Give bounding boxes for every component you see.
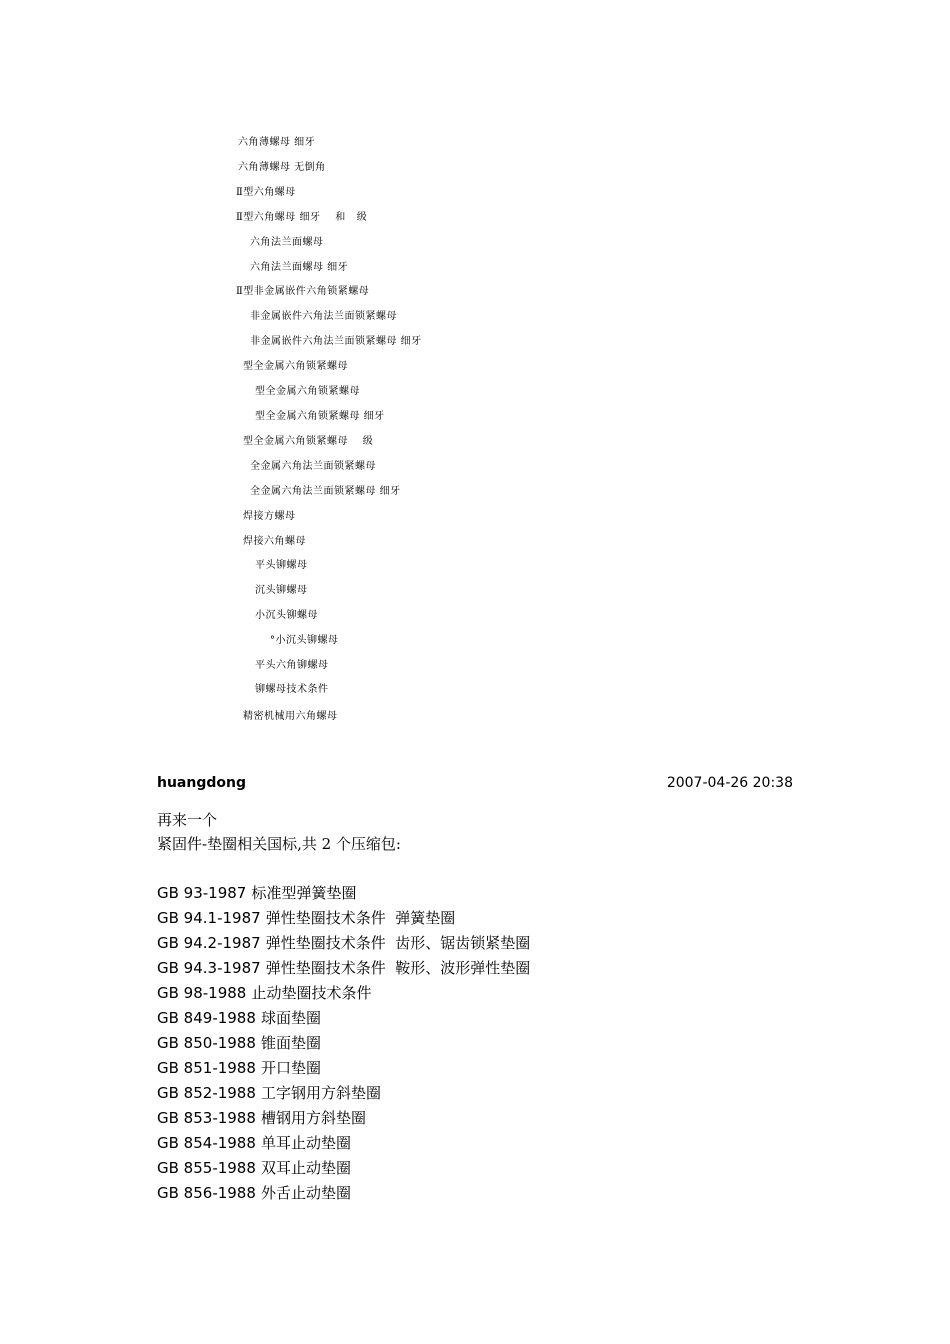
standard-name: 锥面垫圈 [261,1034,322,1052]
list-item [157,905,793,930]
standard-name: 弹性垫圈技术条件 鞍形、波形弹性垫圈 [265,959,531,977]
standard-name: 止动垫圈技术条件 [251,984,372,1002]
list-item [157,1130,793,1155]
standard-code: GB 856-1988 [157,1184,256,1202]
nut-item: 六角法兰面螺母 细牙 [250,262,349,273]
standard-code: GB 849-1988 [157,1009,256,1027]
standard-name: 工字钢用方斜垫圈 [261,1084,382,1102]
nut-item: 平头铆螺母 [255,560,308,571]
nut-item: 型全金属六角锁紧螺母 [243,361,348,372]
standard-code: GB 851-1988 [157,1059,256,1077]
intro-line: 紧固件-垫圈相关国标,共 2 个压缩包: [157,835,401,853]
standard-name: 标准型弹簧垫圈 [251,884,357,902]
standard-name: 弹性垫圈技术条件 弹簧垫圈 [265,909,456,927]
standard-code: GB 853-1988 [157,1109,256,1127]
nut-item: 小沉头铆螺母 [255,610,318,621]
nut-item: 铆螺母技术条件 [255,684,329,695]
nut-item: °小沉头铆螺母 [270,635,339,646]
intro-line: 再来一个 [157,811,218,829]
nut-item: 全金属六角法兰面锁紧螺母 [250,461,376,472]
list-item [157,1180,793,1205]
list-item [157,1155,793,1180]
nut-item: 平头六角铆螺母 [255,660,329,671]
standard-name: 双耳止动垫圈 [261,1159,352,1177]
standard-code: GB 98-1988 [157,984,247,1002]
nut-item: 型全金属六角锁紧螺母 细牙 [255,411,385,422]
post-timestamp: 2007-04-26 20:38 [666,775,793,791]
standard-name: 单耳止动垫圈 [261,1134,352,1152]
list-item [157,880,793,905]
nut-item: 六角法兰面螺母 [250,237,324,248]
nut-item: 型全金属六角锁紧螺母 [255,386,360,397]
nut-item: 非金属嵌件六角法兰面锁紧螺母 [250,311,397,322]
standard-code: GB 94.3-1987 [157,959,261,977]
standard-code: GB 94.1-1987 [157,909,261,927]
post-author: huangdong [157,775,246,791]
post-intro [157,808,793,856]
standard-code: GB 93-1987 [157,884,247,902]
nut-item: 非金属嵌件六角法兰面锁紧螺母 细牙 [250,336,422,347]
standard-name: 球面垫圈 [261,1009,322,1027]
standard-name: 槽钢用方斜垫圈 [261,1109,367,1127]
list-item [157,1080,793,1105]
nut-item: 精密机械用六角螺母 [243,711,338,722]
nut-item: 焊接六角螺母 [243,536,306,547]
standard-code: GB 855-1988 [157,1159,256,1177]
list-item [157,1105,793,1130]
nut-item: 六角薄螺母 无倒角 [238,162,326,173]
standard-name: 弹性垫圈技术条件 齿形、锯齿锁紧垫圈 [265,934,531,952]
nut-item: 全金属六角法兰面锁紧螺母 细牙 [250,486,401,497]
nut-item: Ⅱ型六角螺母 [236,187,296,198]
nut-item: 焊接方螺母 [243,511,296,522]
standard-code: GB 854-1988 [157,1134,256,1152]
standard-code: GB 852-1988 [157,1084,256,1102]
washer-standards-list [157,880,793,1205]
standard-code: GB 94.2-1987 [157,934,261,952]
nut-item: 型全金属六角锁紧螺母 级 [243,436,374,447]
standard-name: 开口垫圈 [261,1059,322,1077]
standard-name: 外舌止动垫圈 [261,1184,352,1202]
standard-code: GB 850-1988 [157,1034,256,1052]
post-header [157,772,793,794]
list-item [157,1055,793,1080]
list-item [157,1030,793,1055]
nut-item: Ⅱ型六角螺母 细牙 和 级 [236,212,368,223]
list-item [157,930,793,955]
nut-item: Ⅱ型非金属嵌件六角锁紧螺母 [236,286,370,297]
list-item [157,980,793,1005]
list-item [157,955,793,980]
nut-item: 沉头铆螺母 [255,585,308,596]
list-item [157,1005,793,1030]
nut-item: 六角薄螺母 细牙 [238,137,316,148]
